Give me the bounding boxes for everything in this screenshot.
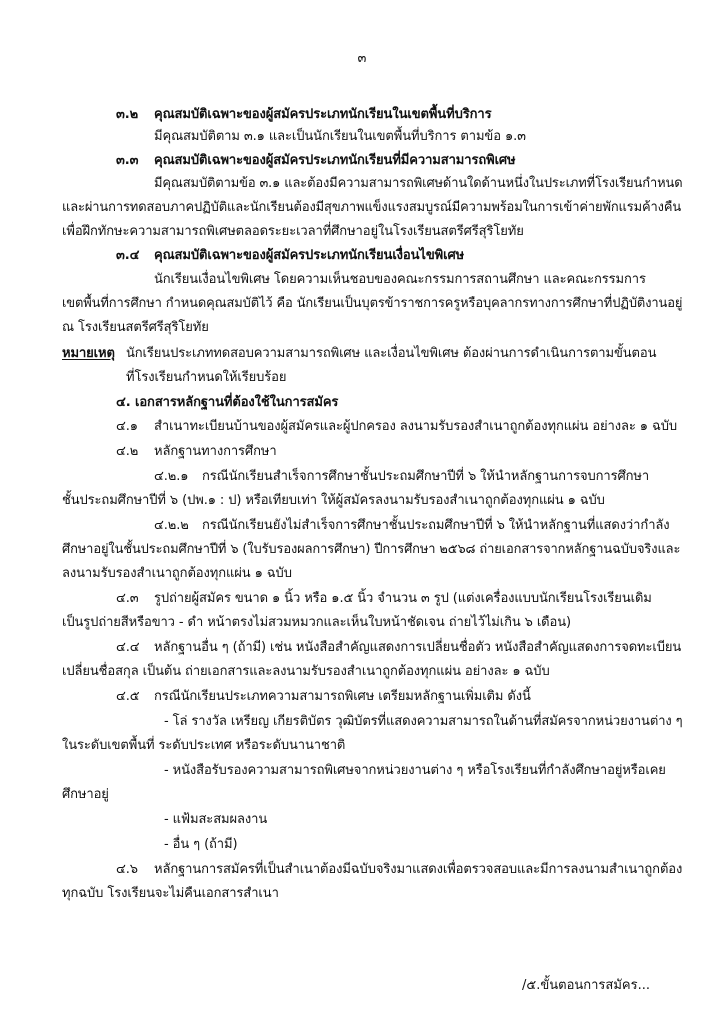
item-4-5-bullet-1-line-2: ในระดับเขตพื้นที่ ระดับประเทศ หรือระดับนานาชาติ bbox=[62, 738, 346, 753]
item-4-4-number: ๔.๔ bbox=[116, 640, 140, 655]
section-3-4-text-line-1: นักเรียนเงื่อนไขพิเศษ โดยความเห็นชอบของคณะกรรมการสถานศึกษา และคณะกรรมการ bbox=[154, 272, 646, 287]
item-4-6-number: ๔.๖ bbox=[116, 862, 138, 877]
section-3-4-number: ๓.๔ bbox=[116, 248, 140, 263]
page-number: ๓ bbox=[357, 51, 367, 66]
note-label: หมายเหตุ bbox=[62, 346, 115, 361]
item-4-5-bullet-3: - แฟ้มสะสมผลงาน bbox=[164, 812, 268, 827]
item-4-2-2-text-line-2: ศึกษาอยู่ในชั้นประถมศึกษาปีที่ ๖ (ใบรับรองผลการศึกษา) ปีการศึกษา ๒๕๖๘ ถ่ายเอกสารจากหลักฐานฉบับจริงและ bbox=[62, 542, 681, 557]
item-4-1-text: สำเนาทะเบียนบ้านของผู้สมัครและผู้ปกครอง ลงนามรับรองสำเนาถูกต้องทุกแผ่น อย่างละ ๑ ฉบับ bbox=[154, 419, 678, 434]
item-4-2-text: หลักฐานทางการศึกษา bbox=[154, 444, 277, 459]
item-4-2-2-number: ๔.๒.๒ bbox=[154, 518, 189, 533]
continuation-footer: /๕.ขั้นตอนการสมัคร... bbox=[522, 978, 650, 993]
section-3-3-number: ๓.๓ bbox=[116, 153, 139, 168]
item-4-3-text-line-1: รูปถ่ายผู้สมัคร ขนาด ๑ นิ้ว หรือ ๑.๕ นิ้ว จำนวน ๓ รูป (แต่งเครื่องแบบนักเรียนโรงเรียนเดิม bbox=[154, 591, 652, 606]
item-4-3-number: ๔.๓ bbox=[116, 591, 139, 606]
section-3-3-text-line-3: เพื่อฝึกทักษะความสามารถพิเศษตลอดระยะเวลาที่ศึกษาอยู่ในโรงเรียนสตรีศรีสุริโยทัย bbox=[62, 224, 524, 239]
section-4-heading: ๔. เอกสารหลักฐานที่ต้องใช้ในการสมัคร bbox=[116, 395, 339, 410]
item-4-1-number: ๔.๑ bbox=[116, 419, 138, 434]
item-4-2-2-text-line-1: กรณีนักเรียนยังไม่สำเร็จการศึกษาชั้นประถมศึกษาปีที่ ๖ ให้นำหลักฐานที่แสดงว่ากำลัง bbox=[202, 518, 670, 533]
item-4-2-1-text-line-2: ชั้นประถมศึกษาปีที่ ๖ (ปพ.๑ : ป) หรือเทียบเท่า ให้ผู้สมัครลงนามรับรองสำเนาถูกต้องทุกแผ่น ๑ ฉบับ bbox=[62, 493, 605, 508]
item-4-5-text: กรณีนักเรียนประเภทความสามารถพิเศษ เตรียมหลักฐานเพิ่มเติม ดังนี้ bbox=[154, 689, 531, 704]
item-4-5-bullet-4: - อื่น ๆ (ถ้ามี) bbox=[164, 837, 238, 852]
note-text-line-1: นักเรียนประเภททดสอบความสามารถพิเศษ และเงื่อนไขพิเศษ ต้องผ่านการดำเนินการตามขั้นตอน bbox=[126, 346, 657, 361]
section-3-3-text-line-1: มีคุณสมบัติตามข้อ ๓.๑ และต้องมีความสามารถพิเศษด้านใดด้านหนึ่งในประเภทที่โรงเรียนกำหนด bbox=[154, 176, 683, 191]
section-3-2-number: ๓.๒ bbox=[116, 107, 139, 122]
item-4-5-number: ๔.๕ bbox=[116, 689, 140, 704]
item-4-6-text-line-1: หลักฐานการสมัครที่เป็นสำเนาต้องมีฉบับจริงมาแสดงเพื่อตรวจสอบและมีการลงนามสำเนาถูกต้อง bbox=[154, 862, 683, 877]
item-4-6-text-line-2: ทุกฉบับ โรงเรียนจะไม่คืนเอกสารสำเนา bbox=[62, 886, 279, 901]
item-4-2-number: ๔.๒ bbox=[116, 444, 139, 459]
section-3-4-heading: คุณสมบัติเฉพาะของผู้สมัครประเภทนักเรียนเงื่อนไขพิเศษ bbox=[154, 248, 465, 263]
item-4-5-bullet-1-line-1: - โล่ รางวัล เหรียญ เกียรติบัตร วุฒิบัตรที่แสดงความสามารถในด้านที่สมัครจากหน่วยงานต่าง ๆ bbox=[164, 714, 683, 729]
item-4-3-text-line-2: เป็นรูปถ่ายสีหรือขาว - ดำ หน้าตรงไม่สวมหมวกและเห็นใบหน้าชัดเจน ถ่ายไว้ไม่เกิน ๖ เดือน) bbox=[62, 615, 571, 630]
item-4-4-text-line-2: เปลี่ยนชื่อสกุล เป็นต้น ถ่ายเอกสารและลงนามรับรองสำเนาถูกต้องทุกแผ่น อย่างละ ๑ ฉบับ bbox=[62, 664, 550, 679]
item-4-5-bullet-2-line-1: - หนังสือรับรองความสามารถพิเศษจากหน่วยงานต่าง ๆ หรือโรงเรียนที่กำลังศึกษาอยู่หรือเคย bbox=[164, 763, 666, 778]
section-3-4-text-line-2: เขตพื้นที่การศึกษา กำหนดคุณสมบัติไว้ คือ นักเรียนเป็นบุตรข้าราชการครูหรือบุคลากรทางการศึกษาที่ปฏิบัติงานอยู่ bbox=[62, 296, 683, 311]
item-4-2-1-number: ๔.๒.๑ bbox=[154, 469, 189, 484]
section-3-3-heading: คุณสมบัติเฉพาะของผู้สมัครประเภทนักเรียนที่มีความสามารถพิเศษ bbox=[154, 153, 516, 168]
note-text-line-2: ที่โรงเรียนกำหนดให้เรียบร้อย bbox=[126, 370, 287, 385]
section-3-3-text-line-2: และผ่านการทดสอบภาคปฏิบัติและนักเรียนต้องมีสุขภาพแข็งแรงสมบูรณ์มีความพร้อมในการเข้าค่ายพักแรมค้างคืน bbox=[62, 200, 682, 215]
item-4-2-1-text-line-1: กรณีนักเรียนสำเร็จการศึกษาชั้นประถมศึกษาปีที่ ๖ ให้นำหลักฐานการจบการศึกษา bbox=[202, 469, 650, 484]
section-3-2-heading: คุณสมบัติเฉพาะของผู้สมัครประเภทนักเรียนในเขตพื้นที่บริการ bbox=[154, 107, 492, 122]
item-4-2-2-text-line-3: ลงนามรับรองสำเนาถูกต้องทุกแผ่น ๑ ฉบับ bbox=[62, 566, 292, 581]
item-4-4-text-line-1: หลักฐานอื่น ๆ (ถ้ามี) เช่น หนังสือสำคัญแสดงการเปลี่ยนชื่อตัว หนังสือสำคัญแสดงการจดทะเบียน bbox=[154, 640, 682, 655]
item-4-5-bullet-2-line-2: ศึกษาอยู่ bbox=[62, 787, 109, 802]
section-3-2-text: มีคุณสมบัติตาม ๓.๑ และเป็นนักเรียนในเขตพื้นที่บริการ ตามข้อ ๑.๓ bbox=[154, 129, 526, 144]
section-3-4-text-line-3: ณ โรงเรียนสตรีศรีสุริโยทัย bbox=[62, 320, 209, 335]
